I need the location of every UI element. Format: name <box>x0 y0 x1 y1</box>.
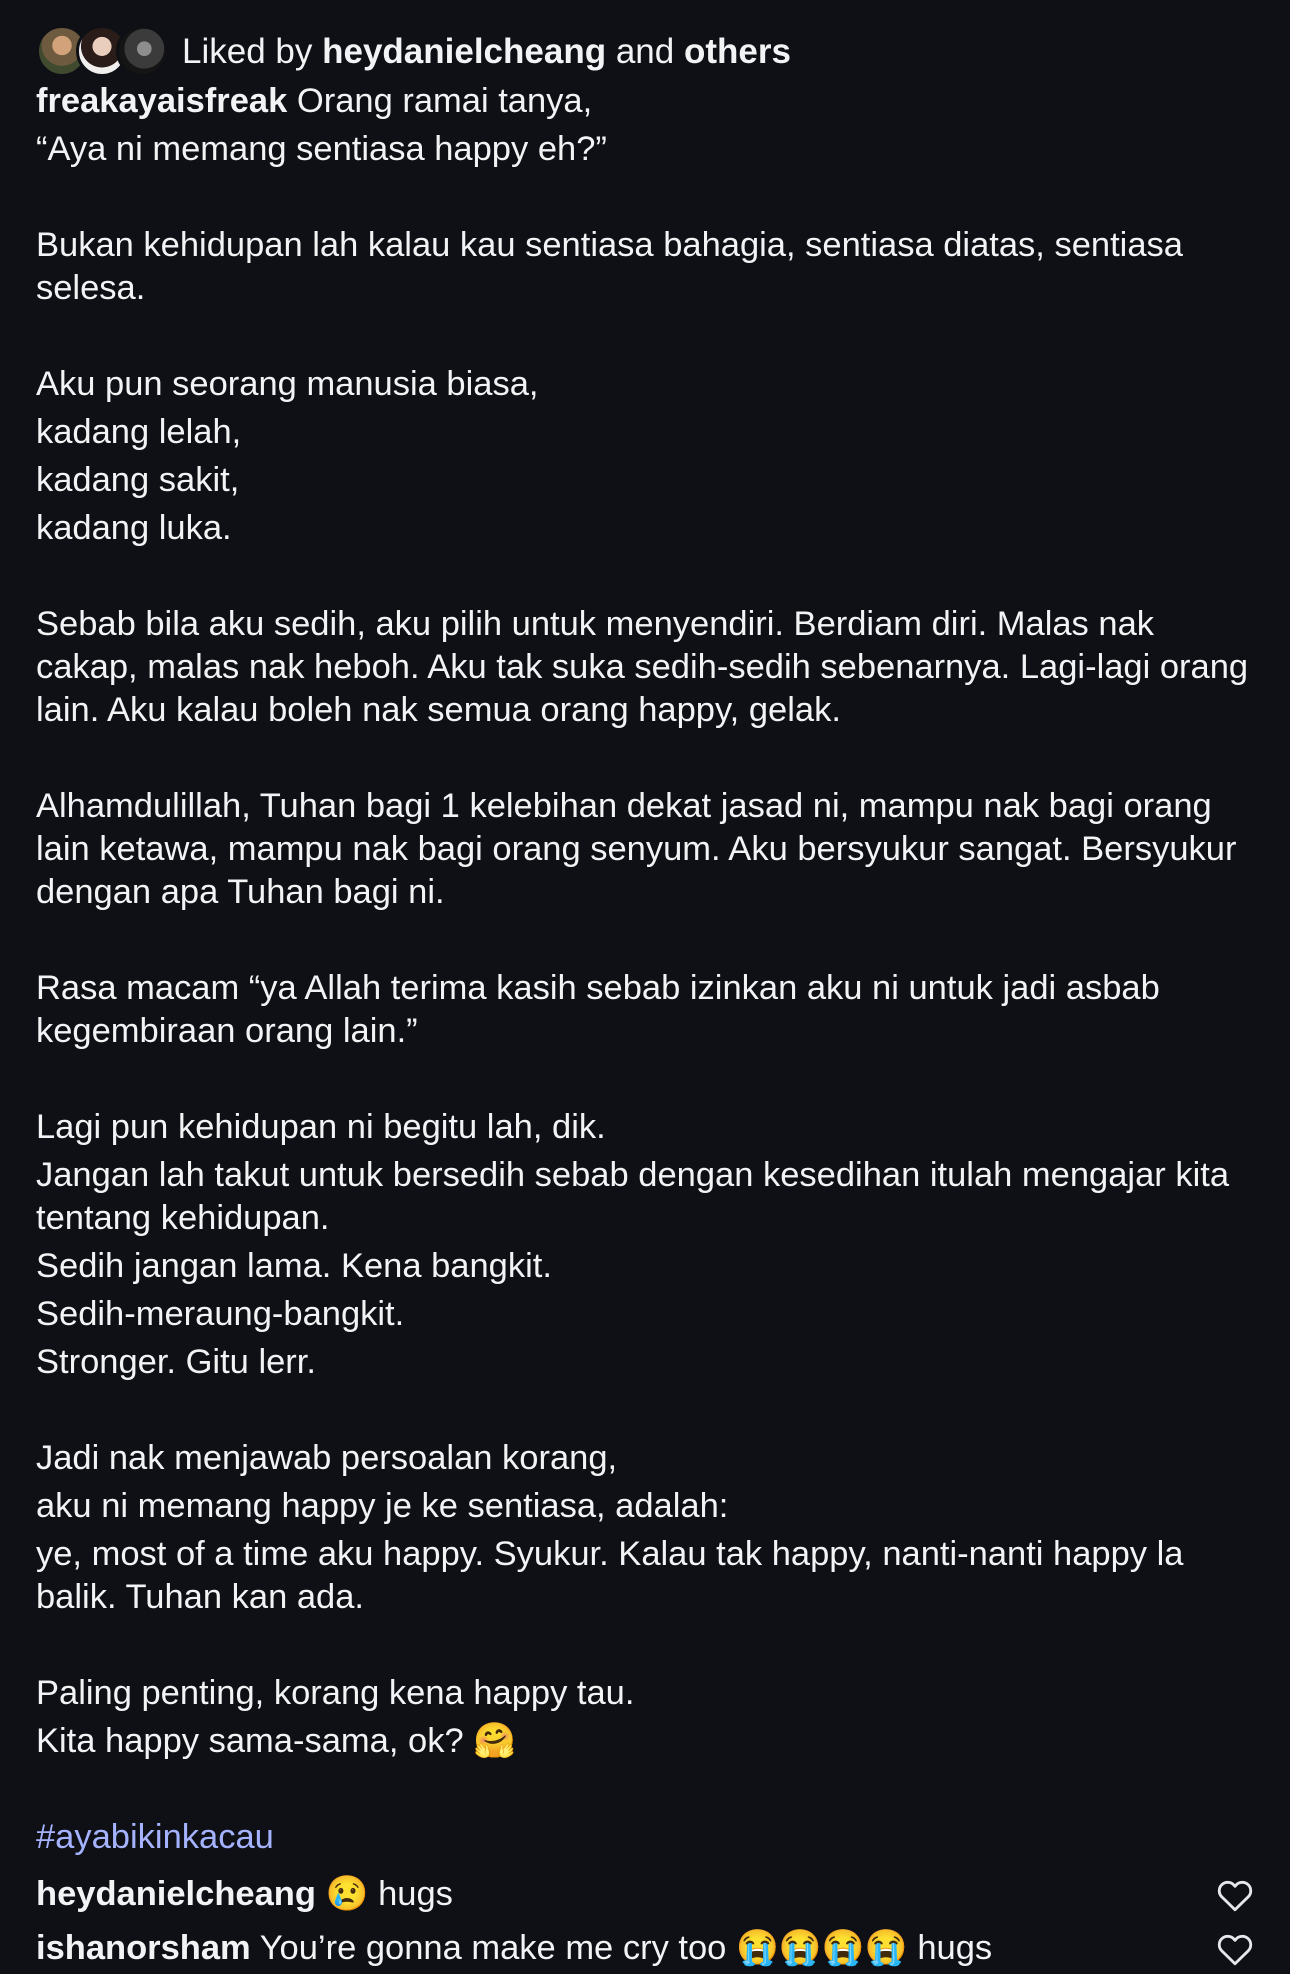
caption-line: Jangan lah takut untuk bersedih sebab dengan kesedihan itulah mengajar kita tentang kehidupan. <box>36 1156 1230 1237</box>
liked-by-text <box>182 31 791 71</box>
caption-line: Jadi nak menjawab persoalan korang, <box>36 1439 618 1477</box>
comment-username[interactable]: heydanielcheang <box>36 1875 316 1913</box>
caption-blank-line <box>36 737 1251 785</box>
comment-row <box>36 1873 1254 1916</box>
comment-content <box>36 1927 992 1970</box>
caption-blank-line <box>36 555 1251 603</box>
caption-line: Paling penting, korang kena happy tau. <box>36 1674 635 1712</box>
comment-text: You’re gonna make me cry too 😭😭😭😭 hugs <box>259 1929 993 1967</box>
caption <box>36 80 1251 1864</box>
caption-body <box>36 128 1251 1816</box>
comment-username[interactable]: ishanorsham <box>36 1929 251 1967</box>
caption-line: Sedih jangan lama. Kena bangkit. <box>36 1247 552 1285</box>
caption-blank-line <box>36 1058 1251 1106</box>
liked-by-row[interactable] <box>36 22 791 80</box>
liked-by-username[interactable]: heydanielcheang <box>322 31 607 71</box>
caption-line: kadang sakit, <box>36 461 240 499</box>
caption-blank-line <box>36 176 1251 224</box>
caption-line: kadang lelah, <box>36 413 242 451</box>
caption-line: Rasa macam “ya Allah terima kasih sebab izinkan aku ni untuk jadi asbab kegembiraan orang lain.” <box>36 969 1160 1050</box>
caption-blank-line <box>36 315 1251 363</box>
liker-avatars[interactable] <box>36 25 168 77</box>
hashtag-link[interactable]: #ayabikinkacau <box>36 1818 274 1856</box>
caption-line: “Aya ni memang sentiasa happy eh?” <box>36 130 607 168</box>
caption-blank-line <box>36 1624 1251 1672</box>
caption-line: ye, most of a time aku happy. Syukur. Kalau tak happy, nanti-nanti happy la balik. Tuhan kan ada. <box>36 1535 1184 1616</box>
caption-line: kadang luka. <box>36 509 232 547</box>
liked-by-prefix: Liked by <box>182 31 313 71</box>
comment-content <box>36 1873 453 1916</box>
comment-row <box>36 1927 1254 1970</box>
caption-blank-line <box>36 1389 1251 1437</box>
caption-line: Stronger. Gitu lerr. <box>36 1343 316 1381</box>
caption-line: Lagi pun kehidupan ni begitu lah, dik. <box>36 1108 606 1146</box>
caption-line: aku ni memang happy je ke sentiasa, adalah: <box>36 1487 729 1525</box>
caption-line: Aku pun seorang manusia biasa, <box>36 365 539 403</box>
caption-line: Kita happy sama-sama, ok? 🤗 <box>36 1722 517 1760</box>
liked-by-conj: and <box>615 31 675 71</box>
heart-outline-icon[interactable] <box>1216 1931 1254 1967</box>
caption-blank-line <box>36 919 1251 967</box>
caption-line: Bukan kehidupan lah kalau kau sentiasa bahagia, sentiasa diatas, sentiasa selesa. <box>36 226 1183 307</box>
post-username[interactable]: freakayaisfreak <box>36 82 288 120</box>
caption-first-line <box>36 80 1251 123</box>
avatar[interactable] <box>116 25 168 77</box>
caption-blank-line <box>36 1768 1251 1816</box>
comment-text: 😢 hugs <box>325 1875 453 1913</box>
caption-line: Alhamdulillah, Tuhan bagi 1 kelebihan dekat jasad ni, mampu nak bagi orang lain ketawa, mampu nak bagi orang senyum. Aku bersyukur sangat. Bersyukur dengan apa Tuhan bagi ni. <box>36 787 1237 911</box>
caption-line: Sedih-meraung-bangkit. <box>36 1295 405 1333</box>
heart-outline-icon[interactable] <box>1216 1877 1254 1913</box>
caption-first-text: Orang ramai tanya, <box>296 82 593 120</box>
caption-line: Sebab bila aku sedih, aku pilih untuk menyendiri. Berdiam diri. Malas nak cakap, malas nak heboh. Aku tak suka sedih-sedih sebenarnya. Lagi-lagi orang lain. Aku kalau boleh nak semua orang happy, gelak. <box>36 605 1249 729</box>
liked-by-others[interactable]: others <box>683 31 791 71</box>
